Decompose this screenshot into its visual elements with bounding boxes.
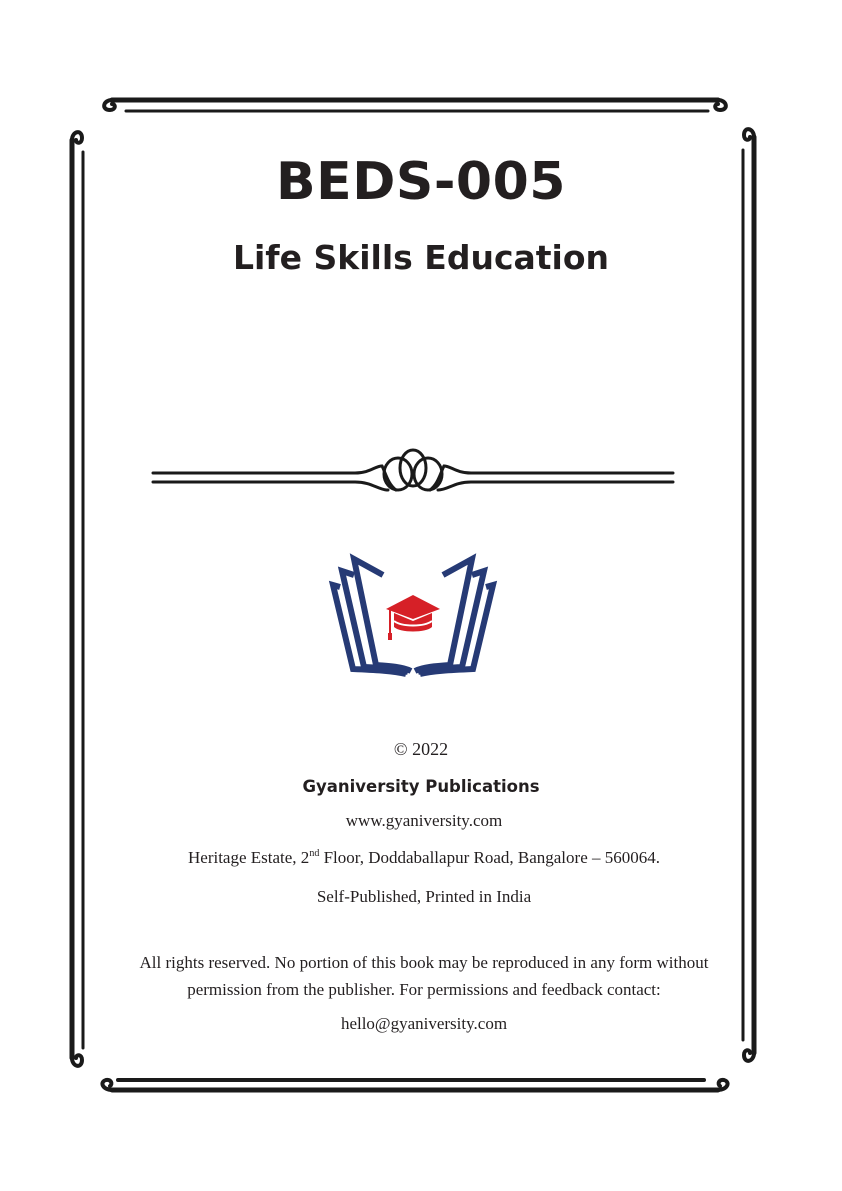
open-book-graduation-cap-logo <box>328 553 498 678</box>
address-part-1: Heritage Estate, 2 <box>188 848 310 867</box>
address-ordinal-suffix: nd <box>309 848 320 859</box>
course-code: BEDS-005 <box>276 152 566 212</box>
course-title: Life Skills Education <box>232 238 610 277</box>
rights-line-1: All rights reserved. No portion of this book may be reproduced in any form without <box>139 953 709 972</box>
rights-statement <box>3 949 842 1003</box>
publisher-website[interactable]: www.gyaniversity.com <box>345 811 503 830</box>
ornamental-divider <box>150 444 676 494</box>
publisher-address <box>3 848 842 868</box>
printing-info: Self-Published, Printed in India <box>316 887 532 906</box>
address-part-2: Floor, Doddaballapur Road, Bangalore – 560064. <box>319 848 660 867</box>
copyright-notice: © 2022 <box>393 739 449 759</box>
contact-email[interactable]: hello@gyaniversity.com <box>340 1014 508 1033</box>
rights-line-2: permission from the publisher. For permissions and feedback contact: <box>187 980 661 999</box>
publisher-name: Gyaniversity Publications <box>302 777 540 796</box>
